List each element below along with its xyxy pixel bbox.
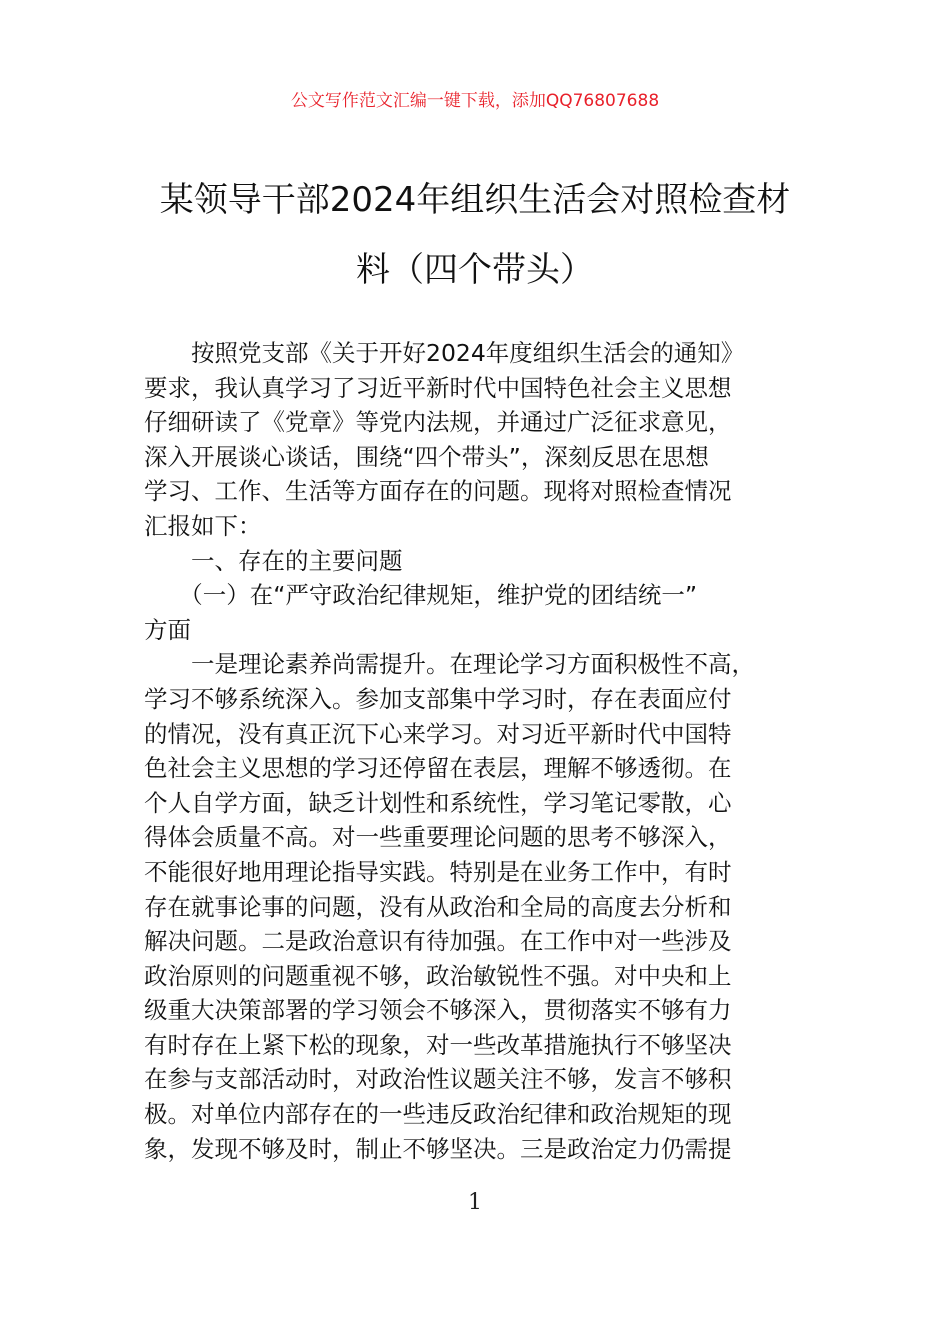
body-line: 仔细研读了《党章》等党内法规，并通过广泛征求意见， — [144, 408, 732, 437]
body-line: 按照党支部《关于开好2024年度组织生活会的通知》 — [144, 339, 745, 367]
body-line: 有时存在上紧下松的现象，对一些改革措施执行不够坚决 — [144, 1030, 732, 1059]
document-title-line-2: 料（四个带头） — [356, 250, 594, 290]
body-line: 要求，我认真学习了习近平新时代中国特色社会主义思想 — [144, 373, 732, 402]
body-line: 极。对单位内部存在的一些违反政治纪律和政治规矩的现 — [144, 1100, 732, 1129]
body-line: 解决问题。二是政治意识有待加强。在工作中对一些涉及 — [144, 927, 732, 956]
body-line: 级重大决策部署的学习领会不够深入，贯彻落实不够有力 — [144, 996, 732, 1025]
document-body — [144, 336, 834, 1166]
body-line: 个人自学方面，缺乏计划性和系统性，学习笔记零散，心 — [144, 788, 732, 817]
body-line: 的情况，没有真正沉下心来学习。对习近平新时代中国特 — [144, 719, 732, 748]
document-title-line-1: 某领导干部2024年组织生活会对照检查材 — [159, 180, 791, 220]
body-line: 得体会质量不高。对一些重要理论问题的思考不够深入， — [144, 823, 732, 852]
download-banner: 公文写作范文汇编一键下载，添加QQ76807688 — [290, 91, 660, 111]
page-number: 1 — [468, 1190, 482, 1215]
body-line: 象，发现不够及时，制止不够坚决。三是政治定力仍需提 — [144, 1134, 732, 1163]
body-line: 在参与支部活动时，对政治性议题关注不够，发言不够积 — [144, 1065, 732, 1094]
body-line: 方面 — [144, 615, 191, 644]
body-line: 一、存在的主要问题 — [144, 546, 403, 575]
body-line: 学习、工作、生活等方面存在的问题。现将对照检查情况 — [144, 477, 732, 506]
body-line: 学习不够系统深入。参加支部集中学习时，存在表面应付 — [144, 684, 732, 713]
body-line: 色社会主义思想的学习还停留在表层，理解不够透彻。在 — [144, 754, 732, 783]
body-line: （一）在“严守政治纪律规矩，维护党的团结统一” — [144, 581, 698, 610]
body-line: 存在就事论事的问题，没有从政治和全局的高度去分析和 — [144, 892, 732, 921]
body-line: 不能很好地用理论指导实践。特别是在业务工作中，有时 — [144, 857, 732, 886]
body-line: 政治原则的问题重视不够，政治敏锐性不强。对中央和上 — [144, 961, 732, 990]
body-line: 一是理论素养尚需提升。在理论学习方面积极性不高， — [144, 650, 755, 679]
body-line: 汇报如下： — [144, 511, 262, 540]
body-line: 深入开展谈心谈话，围绕“四个带头”，深刻反思在思想 — [144, 442, 709, 471]
